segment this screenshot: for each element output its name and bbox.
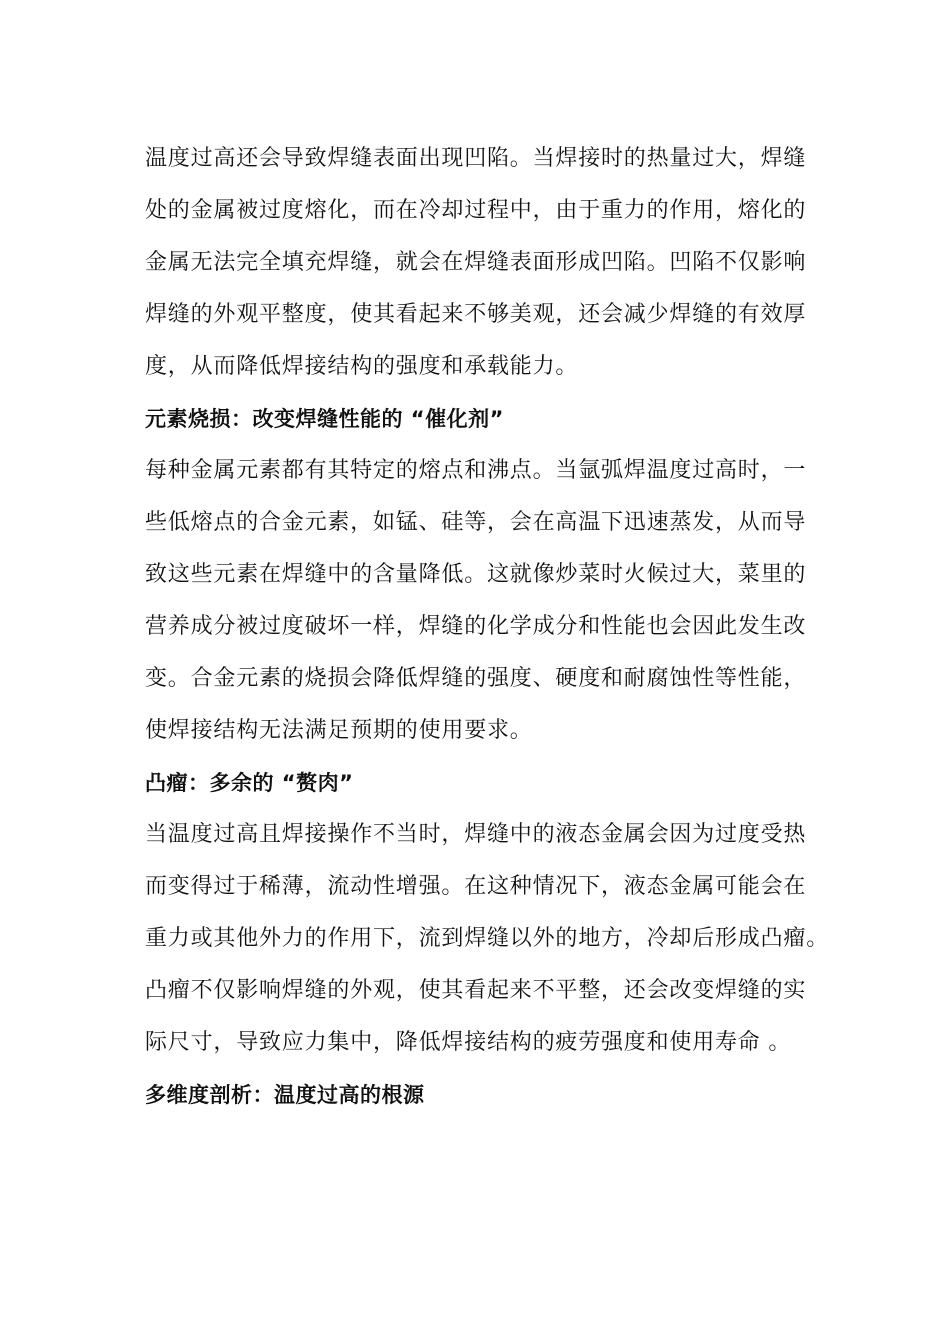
paragraph-burnout [145,445,815,757]
text-line: 营养成分被过度破坏一样，焊缝的化学成分和性能也会因此发生改 [145,614,807,639]
section-heading-burnout: 元素烧损：改变焊缝性能的 “催化剂” [145,407,504,431]
text-line: 度，从而降低焊接结构的强度和承载能力。 [145,354,579,379]
section-heading-analysis: 多维度剖析：温度过高的根源 [145,1083,425,1107]
text-line: 重力或其他外力的作用下，流到焊缝以外的地方，冷却后形成凸瘤。 [145,926,830,951]
text-line: 金属无法完全填充焊缝，就会在焊缝表面形成凹陷。凹陷不仅影响 [145,250,807,275]
paragraph-overlap [145,809,830,1069]
text-line: 凸瘤不仅影响焊缝的外观，使其看起来不平整，还会改变焊缝的实 [145,978,807,1003]
text-line: 焊缝的外观平整度，使其看起来不够美观，还会减少焊缝的有效厚 [145,302,807,327]
text-line: 些低熔点的合金元素，如锰、硅等，会在高温下迅速蒸发，从而导 [145,510,807,535]
text-line: 而变得过于稀薄，流动性增强。在这种情况下，液态金属可能会在 [145,874,807,899]
text-line: 每种金属元素都有其特定的熔点和沸点。当氩弧焊温度过高时，一 [145,458,807,483]
paragraph-depression [145,133,815,393]
text-line: 际尺寸，导致应力集中，降低焊接结构的疲劳强度和使用寿命 。 [145,1030,792,1055]
text-line: 当温度过高且焊接操作不当时，焊缝中的液态金属会因为过度受热 [145,822,807,847]
text-line: 致这些元素在焊缝中的含量降低。这就像炒菜时火候过大，菜里的 [145,562,807,587]
section-heading-overlap: 凸瘤：多余的 “赘肉” [145,771,354,795]
text-line: 处的金属被过度熔化，而在冷却过程中，由于重力的作用，熔化的 [145,198,807,223]
document-content [145,133,830,1121]
text-line: 变。合金元素的烧损会降低焊缝的强度、硬度和耐腐蚀性等性能， [145,666,807,691]
text-line: 使焊接结构无法满足预期的使用要求。 [145,718,533,743]
text-line: 温度过高还会导致焊缝表面出现凹陷。当焊接时的热量过大，焊缝 [145,146,807,171]
